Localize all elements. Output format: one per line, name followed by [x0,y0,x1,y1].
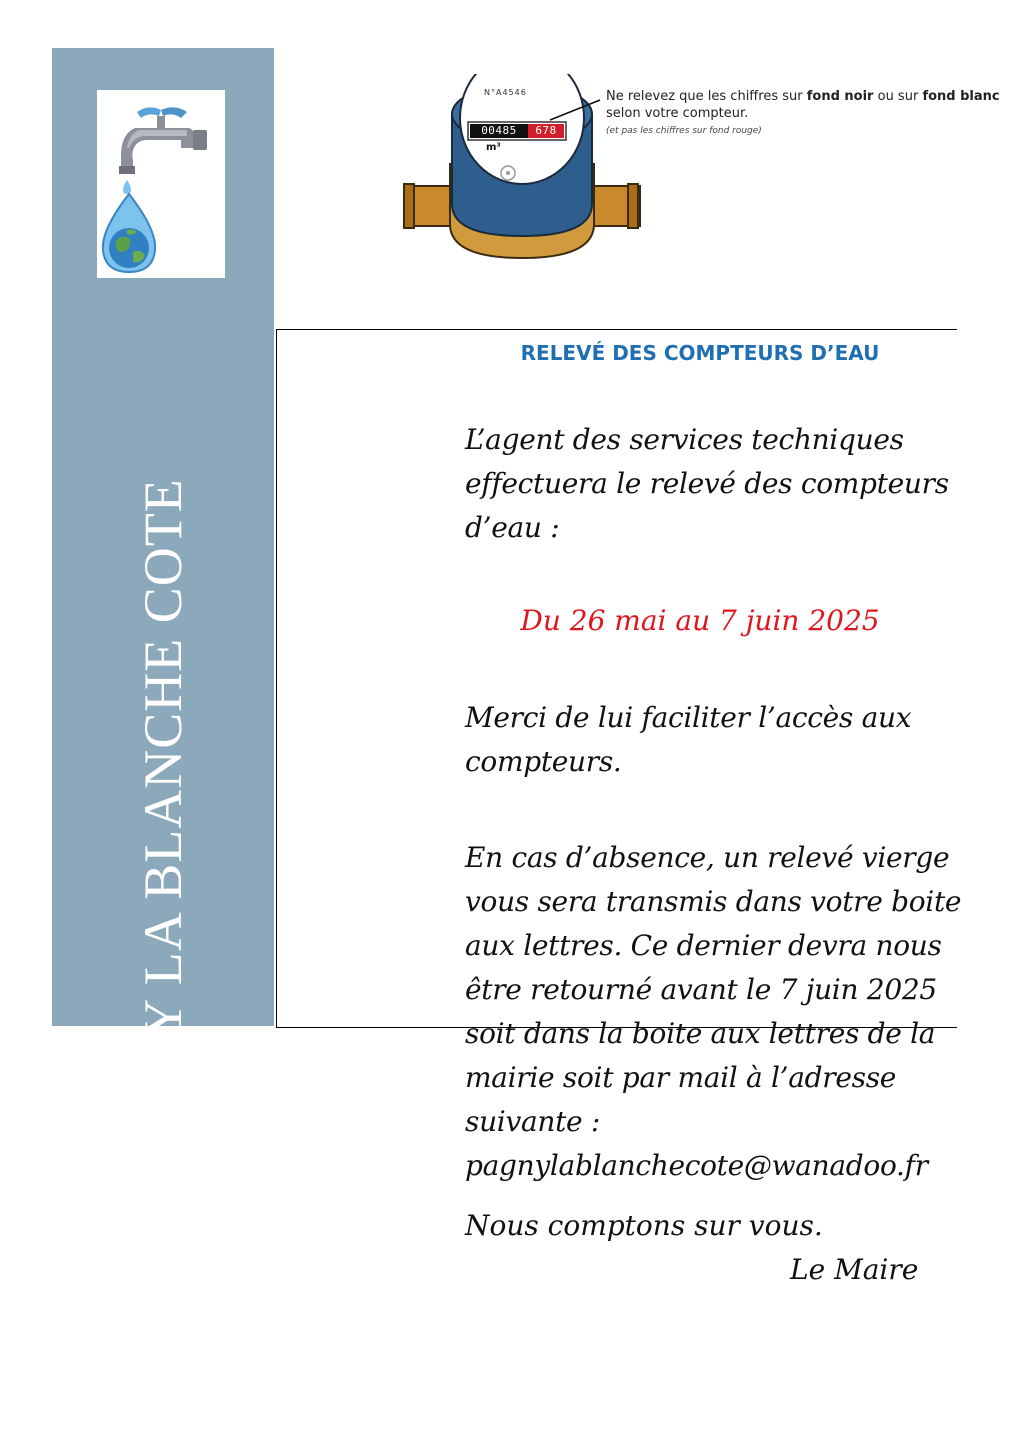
logo [97,90,225,278]
reading-dates: Du 26 mai au 7 juin 2025 [520,604,880,637]
meter-serial: N°A4546 [484,88,527,97]
meter-reading-black: 00485 [481,124,517,137]
absence-instructions: En cas d’absence, un relevé vierge vous sera transmis dans votre boite aux lettres. Ce dernier devra nous être retourné avant le 7 juin 2025 soit dans la boite aux lettres de la mairie soit par mail à l’adresse suivante : pagnylablanchecote@wanadoo.fr [465,841,962,1182]
meter-reading-instructions: Ne relevez que les chiffres sur fond noir ou sur fond blanc selon votre compteur. (et pas les chiffres sur fond rouge) [606,88,1000,140]
access-request: Merci de lui faciliter l’accès aux compteurs. [465,701,912,778]
closing-line: Nous comptons sur vous. [465,1209,823,1242]
signature: Le Maire [790,1253,919,1286]
notice-intro: L’agent des services techniques effectuera le relevé des compteurs d’eau : [465,423,949,544]
meter-unit: m³ [486,142,501,153]
notice-title: RELEVÉ DES COMPTEURS D’EAU [520,341,880,365]
meter-note-small: (et pas les chiffres sur fond rouge) [606,126,762,136]
municipality-name: PAGNY LA BLANCHE COTE [133,478,193,1184]
meter-reading-red: 678 [535,124,557,137]
sidebar [52,48,274,1184]
water-tap-earth-drop-icon [97,90,225,278]
